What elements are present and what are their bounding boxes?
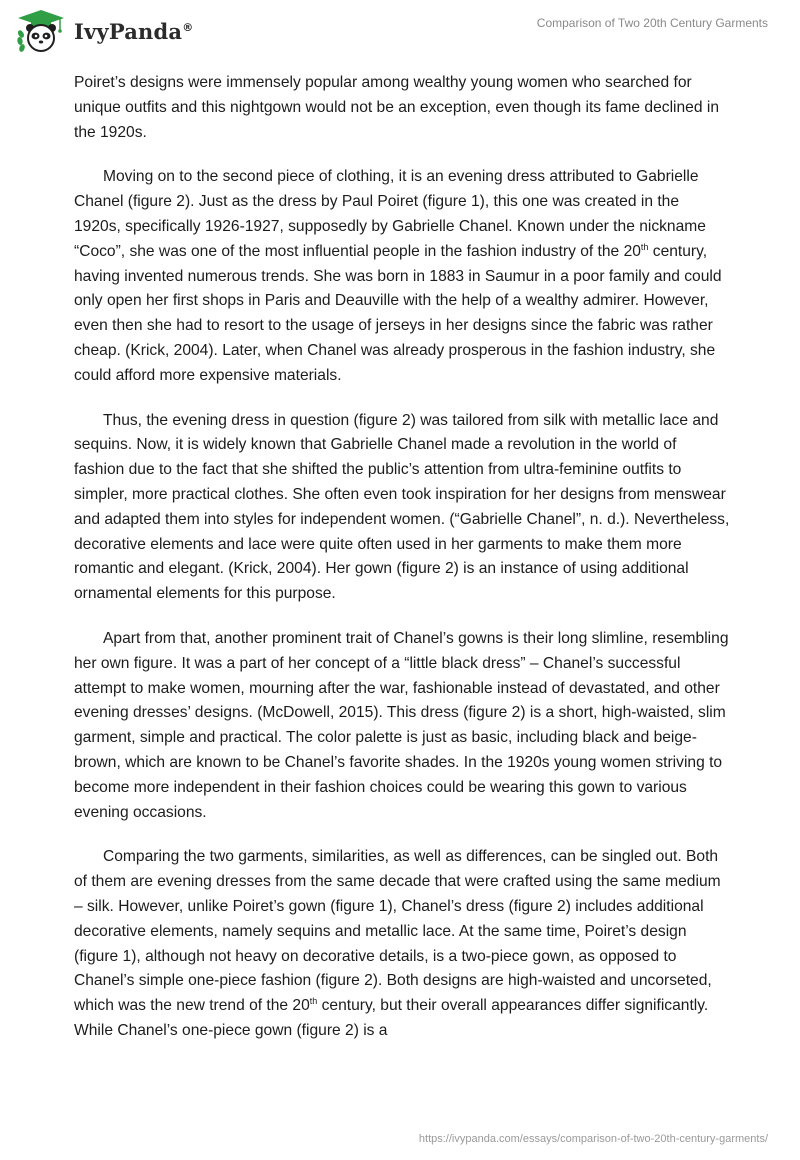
brand-name: IvyPanda® (74, 18, 194, 44)
superscript: th (309, 995, 318, 1006)
paragraph-4: Apart from that, another prominent trait of Chanel’s gowns is their long slimline, resembling her own figure. It was a part of her concept of a “little black dress” – Chanel’s successful attempt to make women, mourning after the war, fashionable instead of devastated, and other evening dresses’ designs. (McDowell, 2015). This dress (figure 2) is a short, high-waisted, slim garment, simple and practical. The color palette is just as basic, including black and beige-brown, which are known to be Chanel’s favorite shades. In the 1920s young women striving to become more independent in their fashion choices could be wearing this gown to various evening occasions. (74, 629, 729, 821)
paragraph-1: Poiret’s designs were immensely popular among wealthy young women who searched for unique outfits and this nightgown would not be an exception, even though its fame declined in the 1920s. (74, 74, 719, 141)
source-url[interactable]: https://ivypanda.com/essays/comparison-of-two-20th-century-garments/ (418, 1133, 768, 1145)
essay-body (74, 71, 730, 1064)
page-header (0, 0, 800, 60)
panda-mascot-icon (14, 8, 68, 54)
paragraph-3: Thus, the evening dress in question (figure 2) was tailored from silk with metallic lace and sequins. Now, it is widely known that Gabrielle Chanel made a revolution in the world of fashion due to the fact that she shifted the public’s attention from ultra-feminine outfits to simpler, more practical clothes. She often even took inspiration for her designs from menswear and adapted them into styles for independent women. (“Gabrielle Chanel”, n. d.). Nevertheless, decorative elements and lace were quite often used in her garments to make them more romantic and elegant. (Krick, 2004). Her gown (figure 2) is an instance of using additional ornamental elements for this purpose. (74, 411, 730, 603)
superscript: th (640, 241, 649, 252)
document-title: Comparison of Two 20th Century Garments (536, 16, 768, 30)
paragraph-2: Moving on to the second piece of clothing, it is an evening dress attributed to Gabrielle Chanel (figure 2). Just as the dress by Paul Poiret (figure 1), this one was created in the 1920s, specifically 1926-1927, supposedly by Gabrielle Chanel. Known under the nickname “Coco”, she was one of the most influential people in the fashion industry of the 20th century, having invented numerous trends. She was born in 1883 in Saumur in a poor family and could only open her first shops in Paris and Deauville with the help of a wealthy admirer. However, even then she had to resort to the usage of jerseys in her designs since the fabric was rather cheap. (Krick, 2004). Later, when Chanel was already prosperous in the fashion industry, she could afford more expensive materials. (74, 168, 722, 384)
paragraph-5: Comparing the two garments, similarities, as well as differences, can be singled out. Both of them are evening dresses from the same decade that were crafted using the same medium – silk. However, unlike Poiret’s gown (figure 1), Chanel’s dress (figure 2) includes additional decorative elements, namely sequins and metallic lace. At the same time, Poiret’s design (figure 1), although not heavy on decorative details, is a two-piece gown, as opposed to Chanel’s simple one-piece fashion (figure 2). Both designs are high-waisted and uncorseted, which was the new trend of the 20th century, but their overall appearances differ significantly. While Chanel’s one-piece gown (figure 2) is a (74, 848, 721, 1039)
ivypanda-logo[interactable] (14, 8, 193, 54)
